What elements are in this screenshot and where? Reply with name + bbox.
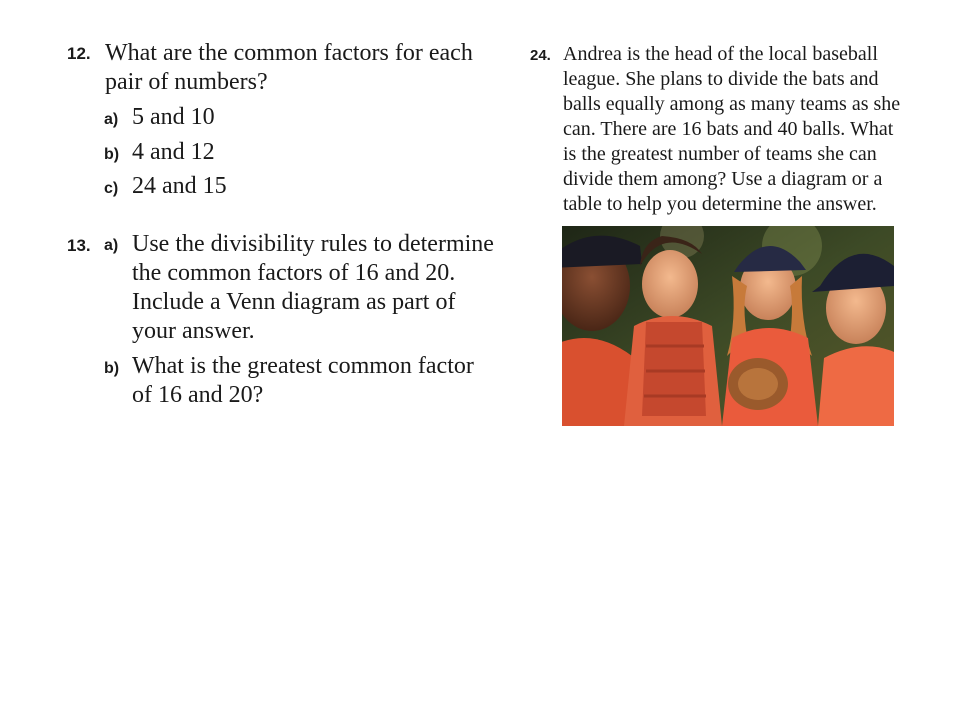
question-13a-label: a) (104, 237, 119, 254)
question-24-line-7: table to help you determine the answer. (563, 193, 877, 215)
question-12a-label: a) (104, 111, 119, 128)
question-13b-label: b) (104, 360, 120, 377)
question-13a-line-4: your answer. (132, 318, 255, 344)
question-24-line-3: balls equally among as many teams as she (563, 93, 901, 115)
question-12b-label: b) (104, 146, 120, 163)
question-13a-line-1: Use the divisibility rules to determine (132, 231, 494, 257)
question-13b-line-1: What is the greatest common factor (132, 353, 474, 379)
question-12c-text: 24 and 15 (132, 173, 227, 199)
question-13a-line-2: the common factors of 16 and 20. (132, 260, 456, 286)
question-24-line-5: is the greatest number of teams she can (563, 143, 877, 165)
baseball-team-photo (562, 226, 894, 426)
question-24-number: 24. (530, 47, 551, 64)
question-12b-text: 4 and 12 (132, 139, 215, 165)
question-24-line-2: league. She plans to divide the bats and (563, 68, 879, 90)
question-24-line-6: divide them among? Use a diagram or a (563, 168, 883, 190)
question-13-number: 13. (67, 236, 91, 255)
question-13b-line-2: of 16 and 20? (132, 382, 264, 408)
question-12-prompt-line-2: pair of numbers? (105, 69, 268, 95)
question-12-prompt-line-1: What are the common factors for each (105, 40, 473, 66)
question-24-line-4: can. There are 16 bats and 40 balls. What (563, 118, 894, 140)
question-24-line-1: Andrea is the head of the local baseball (563, 43, 878, 65)
question-12c-label: c) (104, 180, 119, 197)
question-12a-text: 5 and 10 (132, 104, 215, 130)
baseball-team-photo-icon (562, 226, 894, 426)
question-13a-line-3: Include a Venn diagram as part of (132, 289, 456, 315)
question-12-number: 12. (67, 44, 91, 63)
